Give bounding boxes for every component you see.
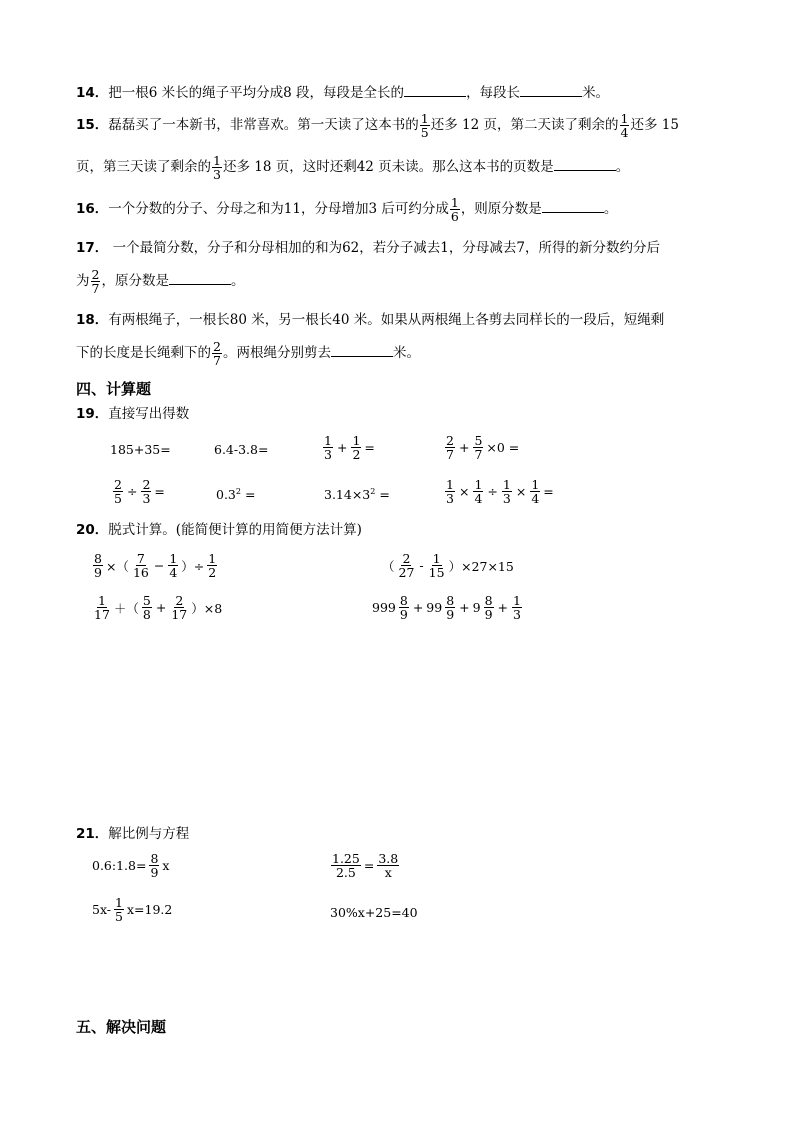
question-19: 19．直接写出得数 <box>76 406 190 422</box>
question-20: 20．脱式计算。(能简便计算的用简便方法计算) <box>76 522 362 538</box>
answer-blank[interactable] <box>520 82 582 97</box>
question-21: 21．解比例与方程 <box>76 826 190 842</box>
question-15-cont: 页，第三天读了剩余的 $\frac{1}{3}$ 还多 18 页，这时还剩42 页未读。那么这本书的页数是 。 <box>76 153 630 182</box>
expression: 0.6:1.8= $\frac{8}{9}$ x <box>92 851 170 880</box>
expression: 999 $\frac{8}{9}$ + 99 $\frac{8}{9}$ + 9 $\frac{8}{9}$ + $\frac{1}{3}$ <box>372 593 521 622</box>
fraction: $\frac{1}{6}$ <box>450 195 459 224</box>
question-18: 18．有两根绳子，一根长80 米，另一根长40 米。如果从两根绳上各剪去同样长的一段后，短绳剩 <box>76 312 665 328</box>
section-heading-5: 五、解决问题 <box>76 1018 167 1036</box>
question-number: 14． <box>76 85 109 101</box>
expression: 6.4-3.8= <box>214 442 269 457</box>
fraction: $\frac{2}{7}$ <box>213 339 221 368</box>
question-number: 20． <box>76 522 109 538</box>
answer-blank[interactable] <box>331 342 393 357</box>
fraction: $\frac{1}{3}$ <box>213 153 221 182</box>
expression: $\frac{1.25}{2.5}$ = $\frac{3.8}{x}$ <box>332 851 399 880</box>
question-15: 15．磊磊买了一本新书，非常喜欢。第一天读了这本书的 $\frac{1}{5}$ 还多 12 页，第二天读了剩余的 $\frac{1}{4}$ 还多 15 <box>76 111 679 140</box>
answer-blank[interactable] <box>169 270 231 285</box>
expression: 5x- $\frac{1}{5}$ x=19.2 <box>92 895 173 924</box>
answer-blank[interactable] <box>554 156 616 171</box>
question-18-cont: 下的长度是长绳剩下的 $\frac{2}{7}$ 。两根绳分别剪去 米。 <box>76 339 420 368</box>
question-17: 17． 一个最简分数，分子和分母相加的和为62，若分子减去1，分母减去7，所得的新分数约分后 <box>76 240 660 256</box>
expression: $\frac{8}{9}$ ×（ $\frac{7}{16}$ − $\frac{1}{4}$ ）÷ $\frac{1}{2}$ <box>94 551 217 580</box>
expression: $\frac{2}{5}$ ÷ $\frac{2}{3}$ = <box>114 477 165 506</box>
fraction: $\frac{2}{7}$ <box>91 267 100 296</box>
question-number: 18． <box>76 312 109 328</box>
question-17-cont: 为 $\frac{2}{7}$ ，原分数是 。 <box>76 267 245 296</box>
expression: 30%x+25=40 <box>330 905 418 920</box>
question-number: 19． <box>76 406 109 422</box>
expression: $\frac{1}{17}$ ＋（ $\frac{5}{8}$ + $\frac{2}{17}$ ）×8 <box>94 593 223 622</box>
question-number: 15． <box>76 117 109 133</box>
question-14: 14．把一根6 米长的绳子平均分成8 段，每段是全长的 ，每段长 米。 <box>76 82 609 103</box>
expression: $3.14\times 3^2$ = <box>324 487 390 503</box>
expression: $\frac{1}{3}$ × $\frac{1}{4}$ ÷ $\frac{1}{3}$ × $\frac{1}{4}$ = <box>446 477 554 506</box>
answer-blank[interactable] <box>542 198 604 213</box>
expression: （ $\frac{2}{27}$ - $\frac{1}{15}$ ）×27×15 <box>382 551 514 580</box>
question-number: 17． <box>76 240 109 256</box>
question-16: 16．一个分数的分子、分母之和为11，分母增加3 后可约分成 $\frac{1}{6}$ ，则原分数是 。 <box>76 195 618 224</box>
expression: $0.3^2$ = <box>216 487 256 503</box>
fraction: $\frac{1}{5}$ <box>420 111 429 140</box>
section-heading-4: 四、计算题 <box>76 380 152 398</box>
answer-blank[interactable] <box>404 82 466 97</box>
expression: 185+35= <box>110 442 171 457</box>
expression: $\frac{1}{3}$ + $\frac{1}{2}$ = <box>324 433 375 462</box>
expression: $\frac{2}{7}$ + $\frac{5}{7}$ ×0 = <box>446 433 520 462</box>
question-number: 16． <box>76 201 109 217</box>
fraction: $\frac{1}{4}$ <box>620 111 629 140</box>
question-number: 21． <box>76 826 109 842</box>
